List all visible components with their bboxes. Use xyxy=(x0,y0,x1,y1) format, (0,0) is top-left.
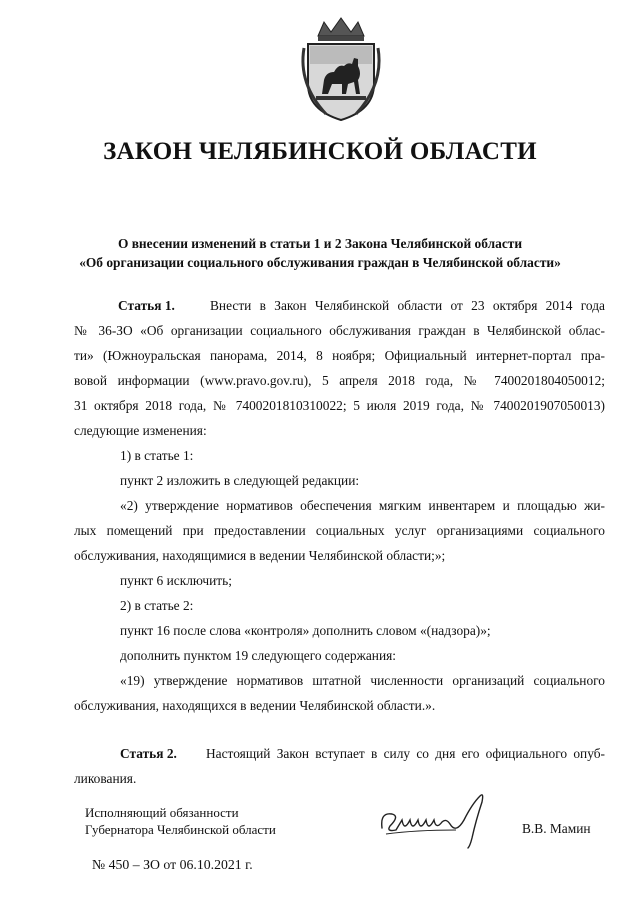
paragraph-line: лых помещений при предоставлении социальных услуг организациями социального xyxy=(74,523,605,538)
subtitle-line: О внесении изменений в статьи 1 и 2 Закона Челябинской области xyxy=(117,236,523,251)
law-number-date: № 450 – ЗО от 06.10.2021 г. xyxy=(92,857,253,872)
signatory-name: В.В. Мамин xyxy=(522,821,591,836)
paragraph-line: ликования. xyxy=(74,771,137,786)
paragraph-line: вовой информации (www.pravo.gov.ru), 5 апреля 2018 года, № 7400201804050012; xyxy=(74,373,605,388)
paragraph-line: пункт 16 после слова «контроля» дополнить словом «(надзора)»; xyxy=(120,623,491,638)
article-1-label: Статья 1. xyxy=(118,298,175,313)
paragraph-line: «19) утверждение нормативов штатной численности организаций социального xyxy=(120,673,605,688)
list-item: 1) в статье 1: xyxy=(120,448,194,463)
paragraph-line: обслуживания, находящихся в ведении Челябинской области.». xyxy=(74,698,436,713)
law-title: ЗАКОН ЧЕЛЯБИНСКОЙ ОБЛАСТИ xyxy=(103,138,537,165)
paragraph-line: № 36-ЗО «Об организации социального обслуживания граждан в Челябинской облас- xyxy=(74,323,605,338)
signatory-position xyxy=(85,804,276,838)
paragraph-line: следующие изменения: xyxy=(74,423,207,438)
paragraph-line: обслуживания, находящимися в ведении Челябинской области;»; xyxy=(74,548,446,563)
paragraph-line: Настоящий Закон вступает в силу со дня его официального опуб- xyxy=(206,746,605,761)
list-item: 2) в статье 2: xyxy=(120,598,194,613)
paragraph-line: дополнить пунктом 19 следующего содержания: xyxy=(120,648,397,663)
subtitle-line: «Об организации социального обслуживания граждан в Челябинской области» xyxy=(79,255,561,270)
paragraph-line: пункт 2 изложить в следующей редакции: xyxy=(120,473,360,488)
law-subtitle xyxy=(0,234,640,272)
coat-of-arms-emblem xyxy=(296,14,386,124)
article-2-label: Статья 2. xyxy=(120,746,177,761)
paragraph-line: пункт 6 исключить; xyxy=(120,573,232,588)
paragraph-line: 31 октября 2018 года, № 7400201810310022; 5 июля 2019 года, № 7400201907050013) xyxy=(74,398,605,413)
paragraph-line: Внести в Закон Челябинской области от 23 октября 2014 года xyxy=(210,298,605,313)
position-line: Губернатора Челябинской области xyxy=(85,822,276,837)
paragraph-line: ти» (Южноуральская панорама, 2014, 8 ноября; Официальный интернет-портал пра- xyxy=(74,348,605,363)
paragraph-line: «2) утверждение нормативов обеспечения мягким инвентарем и площадью жи- xyxy=(120,498,605,513)
position-line: Исполняющий обязанности xyxy=(85,805,239,820)
handwritten-signature xyxy=(376,790,496,850)
